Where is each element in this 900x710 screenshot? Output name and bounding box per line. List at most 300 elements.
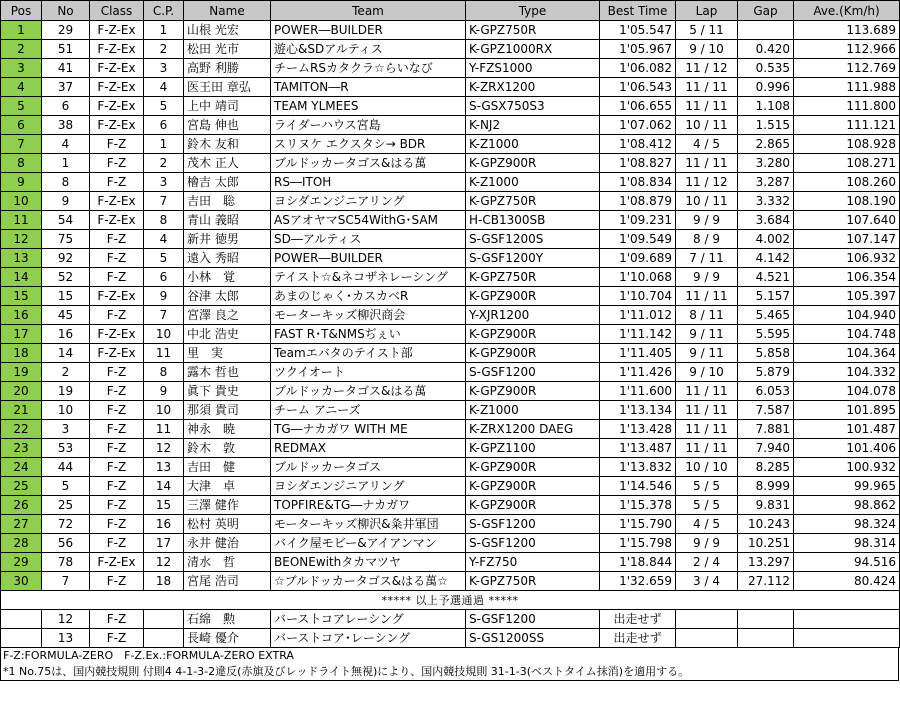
cell-team: BEONEwithタカマツヤ [271, 553, 466, 572]
cell-no: 78 [42, 553, 90, 572]
cell-pos: 24 [1, 458, 42, 477]
cell-type: S-GSX750S3 [466, 97, 600, 116]
cell-cp: 14 [144, 477, 184, 496]
cell-pos: 16 [1, 306, 42, 325]
cell-name: 山根 光宏 [184, 21, 271, 40]
cell-type: S-GSF1200Y [466, 249, 600, 268]
cell-team: Teamエバタのテイスト部 [271, 344, 466, 363]
cell-gap: 3.280 [738, 154, 794, 173]
cell-cls: F-Z-Ex [90, 116, 144, 135]
cell-cls: F-Z [90, 401, 144, 420]
cell-cp: 6 [144, 268, 184, 287]
cell-best: 1'06.082 [600, 59, 676, 78]
cell-cls: F-Z-Ex [90, 287, 144, 306]
results-tail [1, 591, 900, 648]
cell-gap: 0.996 [738, 78, 794, 97]
cell-team: スリヌケ エクスタシ→ BDR [271, 135, 466, 154]
cell-name: 那須 貴司 [184, 401, 271, 420]
cell-no: 45 [42, 306, 90, 325]
cell-best: 1'32.659 [600, 572, 676, 591]
cell-best: 1'05.547 [600, 21, 676, 40]
cell-cp: 2 [144, 154, 184, 173]
class-legend: F-Z:FORMULA-ZERO F-Z.Ex.:FORMULA-ZERO EXTRA [0, 648, 899, 664]
dns-cell-empty [794, 629, 900, 648]
cell-best: 1'10.704 [600, 287, 676, 306]
cell-team: ツクイオート [271, 363, 466, 382]
cell-lap: 11 / 12 [676, 59, 738, 78]
dns-cell-cls: F-Z [90, 629, 144, 648]
cell-team: テイスト☆&ネコザネレーシング [271, 268, 466, 287]
cell-gap: 4.521 [738, 268, 794, 287]
cell-team: 遊心&SDアルティス [271, 40, 466, 59]
header-cp: C.P. [144, 1, 184, 21]
cell-gap: 8.285 [738, 458, 794, 477]
cell-gap: 3.332 [738, 192, 794, 211]
cell-cp: 9 [144, 287, 184, 306]
cell-cls: F-Z-Ex [90, 211, 144, 230]
cell-no: 19 [42, 382, 90, 401]
cell-type: K-GPZ900R [466, 458, 600, 477]
cell-pos: 6 [1, 116, 42, 135]
cell-lap: 11 / 12 [676, 173, 738, 192]
cell-best: 1'11.142 [600, 325, 676, 344]
table-row [1, 363, 900, 382]
cell-team: POWER―BUILDER [271, 21, 466, 40]
cell-lap: 7 / 11 [676, 249, 738, 268]
cell-team: ヨシダエンジニアリング [271, 477, 466, 496]
cell-gap: 10.251 [738, 534, 794, 553]
cell-name: 谷津 太郎 [184, 287, 271, 306]
table-row [1, 78, 900, 97]
cell-team: モーターキッズ柳沢商会 [271, 306, 466, 325]
dns-cell-empty [144, 629, 184, 648]
cell-team: POWER―BUILDER [271, 249, 466, 268]
cell-type: K-GPZ900R [466, 154, 600, 173]
cell-type: Y-FZ750 [466, 553, 600, 572]
cell-pos: 12 [1, 230, 42, 249]
cell-gap: 9.831 [738, 496, 794, 515]
table-row [1, 572, 900, 591]
cell-no: 54 [42, 211, 90, 230]
cell-name: 高野 利勝 [184, 59, 271, 78]
cell-name: 三澤 健作 [184, 496, 271, 515]
results-body [1, 21, 900, 591]
cell-gap: 8.999 [738, 477, 794, 496]
cell-no: 2 [42, 363, 90, 382]
dns-cell-no: 13 [42, 629, 90, 648]
cell-cls: F-Z-Ex [90, 553, 144, 572]
cell-no: 72 [42, 515, 90, 534]
cell-cp: 5 [144, 249, 184, 268]
cell-cp: 5 [144, 97, 184, 116]
cell-type: K-GPZ900R [466, 325, 600, 344]
cell-ave: 112.966 [794, 40, 900, 59]
cell-name: 清水 哲 [184, 553, 271, 572]
cell-type: K-GPZ900R [466, 382, 600, 401]
cell-pos: 22 [1, 420, 42, 439]
cell-best: 1'09.689 [600, 249, 676, 268]
cell-cls: F-Z [90, 572, 144, 591]
cell-best: 1'09.231 [600, 211, 676, 230]
cell-type: K-GPZ900R [466, 496, 600, 515]
cell-cp: 3 [144, 173, 184, 192]
cell-cp: 12 [144, 439, 184, 458]
cell-team: ASアオヤマSC54WithG･SAM [271, 211, 466, 230]
cell-cls: F-Z [90, 458, 144, 477]
cell-best: 1'14.546 [600, 477, 676, 496]
cell-lap: 11 / 11 [676, 401, 738, 420]
cell-ave: 108.271 [794, 154, 900, 173]
cell-best: 1'07.062 [600, 116, 676, 135]
cell-ave: 106.932 [794, 249, 900, 268]
table-row [1, 458, 900, 477]
cell-lap: 9 / 11 [676, 325, 738, 344]
cell-ave: 99.965 [794, 477, 900, 496]
qualified-separator: ***** 以上予選通過 ***** [1, 591, 900, 610]
cell-ave: 107.640 [794, 211, 900, 230]
cell-cls: F-Z [90, 268, 144, 287]
table-header-row [1, 1, 900, 21]
penalty-note: *1 No.75は、国内競技規則 付則4 4-1-3-2違反(赤旗及びレッドライト無視)により、国内競技規則 31-1-3(ベストタイム抹消)を適用する。 [0, 664, 899, 681]
cell-team: モーターキッズ柳沢&粂井軍団 [271, 515, 466, 534]
cell-no: 56 [42, 534, 90, 553]
cell-type: K-GPZ1100 [466, 439, 600, 458]
cell-best: 1'06.655 [600, 97, 676, 116]
cell-pos: 2 [1, 40, 42, 59]
table-row [1, 40, 900, 59]
cell-cp: 4 [144, 230, 184, 249]
header-name: Name [184, 1, 271, 21]
cell-ave: 98.314 [794, 534, 900, 553]
cell-cls: F-Z [90, 496, 144, 515]
cell-cls: F-Z [90, 477, 144, 496]
cell-ave: 104.748 [794, 325, 900, 344]
table-row [1, 306, 900, 325]
cell-name: 宮澤 良之 [184, 306, 271, 325]
cell-gap: 2.865 [738, 135, 794, 154]
cell-type: K-GPZ900R [466, 287, 600, 306]
cell-name: 宮島 伸也 [184, 116, 271, 135]
cell-best: 1'06.543 [600, 78, 676, 97]
cell-best: 1'13.428 [600, 420, 676, 439]
cell-ave: 105.397 [794, 287, 900, 306]
cell-cls: F-Z [90, 306, 144, 325]
cell-name: 中北 浩史 [184, 325, 271, 344]
cell-best: 1'11.405 [600, 344, 676, 363]
cell-lap: 4 / 5 [676, 135, 738, 154]
cell-gap: 1.515 [738, 116, 794, 135]
table-row [1, 211, 900, 230]
cell-cp: 8 [144, 363, 184, 382]
dns-cell-name: 石綿 勲 [184, 610, 271, 629]
cell-pos: 18 [1, 344, 42, 363]
cell-cls: F-Z [90, 154, 144, 173]
cell-gap: 0.420 [738, 40, 794, 59]
cell-name: 青山 義昭 [184, 211, 271, 230]
cell-pos: 25 [1, 477, 42, 496]
cell-lap: 9 / 9 [676, 268, 738, 287]
cell-no: 9 [42, 192, 90, 211]
cell-name: 眞下 貴史 [184, 382, 271, 401]
dns-cell-type: S-GSF1200 [466, 610, 600, 629]
cell-cls: F-Z [90, 382, 144, 401]
cell-name: 露木 哲也 [184, 363, 271, 382]
cell-pos: 8 [1, 154, 42, 173]
cell-no: 10 [42, 401, 90, 420]
table-row [1, 553, 900, 572]
cell-name: 鈴木 敦 [184, 439, 271, 458]
dns-cell-empty [144, 610, 184, 629]
header-ave: Ave.(Km/h) [794, 1, 900, 21]
cell-type: Y-FZS1000 [466, 59, 600, 78]
cell-gap [738, 21, 794, 40]
cell-pos: 28 [1, 534, 42, 553]
cell-cp: 16 [144, 515, 184, 534]
cell-name: 遠入 秀昭 [184, 249, 271, 268]
cell-no: 75 [42, 230, 90, 249]
cell-best: 1'18.844 [600, 553, 676, 572]
cell-lap: 11 / 11 [676, 382, 738, 401]
cell-pos: 11 [1, 211, 42, 230]
cell-pos: 5 [1, 97, 42, 116]
cell-team: TOPFIRE&TG―ナカガワ [271, 496, 466, 515]
cell-name: 医王田 章弘 [184, 78, 271, 97]
cell-lap: 11 / 11 [676, 97, 738, 116]
cell-gap: 5.858 [738, 344, 794, 363]
table-row [1, 249, 900, 268]
cell-team: TAMITON―R [271, 78, 466, 97]
cell-ave: 106.354 [794, 268, 900, 287]
cell-lap: 5 / 5 [676, 477, 738, 496]
cell-best: 1'15.378 [600, 496, 676, 515]
cell-best: 1'15.798 [600, 534, 676, 553]
table-row [1, 325, 900, 344]
cell-type: K-Z1000 [466, 135, 600, 154]
cell-team: ブルドッカータゴス [271, 458, 466, 477]
cell-lap: 8 / 9 [676, 230, 738, 249]
cell-pos: 23 [1, 439, 42, 458]
table-row [1, 268, 900, 287]
cell-type: S-GSF1200 [466, 534, 600, 553]
cell-type: K-GPZ750R [466, 268, 600, 287]
header-type: Type [466, 1, 600, 21]
cell-cp: 11 [144, 420, 184, 439]
dns-cell-status: 出走せず [600, 629, 676, 648]
cell-lap: 11 / 11 [676, 420, 738, 439]
cell-team: ライダーハウス宮島 [271, 116, 466, 135]
header-best-time: Best Time [600, 1, 676, 21]
cell-ave: 111.121 [794, 116, 900, 135]
cell-ave: 112.769 [794, 59, 900, 78]
cell-cp: 18 [144, 572, 184, 591]
cell-name: 吉田 健 [184, 458, 271, 477]
cell-name: 宮尾 浩司 [184, 572, 271, 591]
cell-no: 51 [42, 40, 90, 59]
cell-team: ブルドッカータゴス&はる萬 [271, 154, 466, 173]
dns-cell-empty [738, 629, 794, 648]
cell-cls: F-Z [90, 515, 144, 534]
cell-cls: F-Z [90, 230, 144, 249]
table-row [1, 154, 900, 173]
cell-no: 4 [42, 135, 90, 154]
cell-type: K-ZRX1200 DAEG [466, 420, 600, 439]
cell-ave: 98.862 [794, 496, 900, 515]
cell-best: 1'13.134 [600, 401, 676, 420]
cell-gap: 5.465 [738, 306, 794, 325]
cell-no: 44 [42, 458, 90, 477]
cell-lap: 9 / 10 [676, 363, 738, 382]
cell-pos: 17 [1, 325, 42, 344]
cell-name: 神永 暁 [184, 420, 271, 439]
cell-no: 8 [42, 173, 90, 192]
cell-cp: 10 [144, 325, 184, 344]
cell-pos: 7 [1, 135, 42, 154]
table-row [1, 59, 900, 78]
cell-type: K-GPZ750R [466, 572, 600, 591]
cell-pos: 21 [1, 401, 42, 420]
cell-name: 松村 英明 [184, 515, 271, 534]
cell-type: H-CB1300SB [466, 211, 600, 230]
cell-cls: F-Z [90, 534, 144, 553]
cell-gap: 7.587 [738, 401, 794, 420]
cell-lap: 11 / 11 [676, 154, 738, 173]
dns-cell-name: 長崎 優介 [184, 629, 271, 648]
header-no: No [42, 1, 90, 21]
cell-name: 檜吉 太郎 [184, 173, 271, 192]
cell-cls: F-Z-Ex [90, 40, 144, 59]
cell-no: 5 [42, 477, 90, 496]
cell-lap: 11 / 11 [676, 439, 738, 458]
cell-team: チームRSカタクラ☆らいなび [271, 59, 466, 78]
cell-cp: 4 [144, 78, 184, 97]
cell-type: K-Z1000 [466, 173, 600, 192]
table-row [1, 135, 900, 154]
cell-name: 永井 健治 [184, 534, 271, 553]
cell-best: 1'05.967 [600, 40, 676, 59]
cell-no: 7 [42, 572, 90, 591]
header-lap: Lap [676, 1, 738, 21]
cell-type: K-GPZ750R [466, 21, 600, 40]
cell-team: ヨシダエンジニアリング [271, 192, 466, 211]
dns-row [1, 629, 900, 648]
cell-type: S-GSF1200S [466, 230, 600, 249]
header-gap: Gap [738, 1, 794, 21]
table-row [1, 344, 900, 363]
cell-cp: 1 [144, 21, 184, 40]
cell-lap: 8 / 11 [676, 306, 738, 325]
table-row [1, 192, 900, 211]
cell-best: 1'11.600 [600, 382, 676, 401]
cell-cp: 7 [144, 192, 184, 211]
cell-lap: 2 / 4 [676, 553, 738, 572]
cell-no: 14 [42, 344, 90, 363]
cell-team: FAST R･T&NMSぢぇい [271, 325, 466, 344]
cell-gap: 3.287 [738, 173, 794, 192]
cell-best: 1'08.827 [600, 154, 676, 173]
cell-type: S-GSF1200 [466, 363, 600, 382]
cell-team: REDMAX [271, 439, 466, 458]
cell-lap: 5 / 11 [676, 21, 738, 40]
cell-lap: 9 / 9 [676, 211, 738, 230]
dns-cell-empty [676, 629, 738, 648]
table-row [1, 401, 900, 420]
cell-no: 52 [42, 268, 90, 287]
cell-type: K-GPZ1000RX [466, 40, 600, 59]
cell-lap: 10 / 11 [676, 192, 738, 211]
cell-best: 1'09.549 [600, 230, 676, 249]
cell-cp: 9 [144, 382, 184, 401]
cell-ave: 111.800 [794, 97, 900, 116]
cell-cls: F-Z [90, 135, 144, 154]
cell-ave: 80.424 [794, 572, 900, 591]
cell-ave: 98.324 [794, 515, 900, 534]
dns-cell-empty [738, 610, 794, 629]
dns-cell-type: S-GS1200SS [466, 629, 600, 648]
cell-lap: 11 / 11 [676, 78, 738, 97]
cell-lap: 3 / 4 [676, 572, 738, 591]
cell-cls: F-Z-Ex [90, 21, 144, 40]
cell-cp: 17 [144, 534, 184, 553]
cell-pos: 3 [1, 59, 42, 78]
cell-ave: 113.689 [794, 21, 900, 40]
cell-gap: 5.879 [738, 363, 794, 382]
cell-no: 6 [42, 97, 90, 116]
dns-cell-status: 出走せず [600, 610, 676, 629]
table-row [1, 97, 900, 116]
table-row [1, 534, 900, 553]
cell-ave: 104.364 [794, 344, 900, 363]
cell-gap: 5.595 [738, 325, 794, 344]
dns-cell-empty [676, 610, 738, 629]
table-row [1, 382, 900, 401]
cell-best: 1'13.832 [600, 458, 676, 477]
cell-best: 1'11.426 [600, 363, 676, 382]
cell-ave: 108.928 [794, 135, 900, 154]
cell-lap: 9 / 10 [676, 40, 738, 59]
cell-cp: 13 [144, 458, 184, 477]
cell-ave: 104.078 [794, 382, 900, 401]
cell-gap: 4.142 [738, 249, 794, 268]
cell-pos: 4 [1, 78, 42, 97]
cell-ave: 108.260 [794, 173, 900, 192]
cell-cp: 10 [144, 401, 184, 420]
cell-lap: 10 / 11 [676, 116, 738, 135]
table-row [1, 230, 900, 249]
cell-cp: 7 [144, 306, 184, 325]
cell-gap: 3.684 [738, 211, 794, 230]
cell-gap: 5.157 [738, 287, 794, 306]
cell-ave: 101.406 [794, 439, 900, 458]
dns-cell-empty [1, 610, 42, 629]
cell-lap: 10 / 10 [676, 458, 738, 477]
cell-type: K-ZRX1200 [466, 78, 600, 97]
cell-best: 1'08.879 [600, 192, 676, 211]
cell-name: 里 実 [184, 344, 271, 363]
dns-cell-empty [794, 610, 900, 629]
cell-team: バイク屋モビー&アイアンマン [271, 534, 466, 553]
cell-gap: 1.108 [738, 97, 794, 116]
cell-no: 29 [42, 21, 90, 40]
cell-no: 37 [42, 78, 90, 97]
cell-no: 3 [42, 420, 90, 439]
cell-cp: 3 [144, 59, 184, 78]
cell-no: 41 [42, 59, 90, 78]
cell-cls: F-Z-Ex [90, 97, 144, 116]
cell-team: TG―ナカガワ WITH ME [271, 420, 466, 439]
table-row [1, 515, 900, 534]
table-row [1, 496, 900, 515]
cell-type: K-GPZ900R [466, 344, 600, 363]
